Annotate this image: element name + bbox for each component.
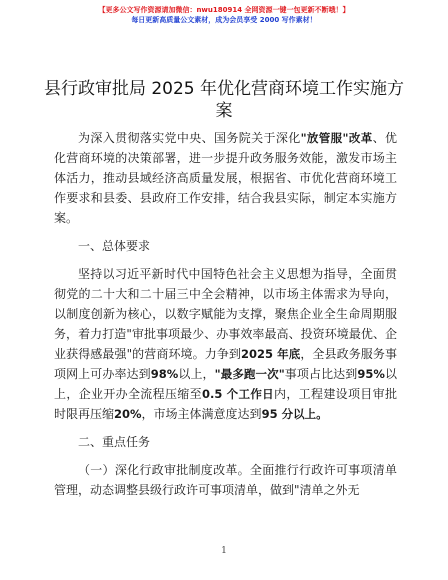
gr-days: 0.5 个工作日 (201, 387, 274, 401)
page-number: 1 (221, 546, 227, 556)
gr-text-3: 以上， (178, 367, 215, 381)
general-requirements-paragraph (54, 264, 397, 424)
section-heading-key-tasks: 二、重点任务 (78, 435, 151, 449)
document-title: 县行政审批局 2025 年优化营商环境工作实施方案 (43, 79, 405, 121)
document-body (54, 128, 397, 500)
gr-year: 2025 年底 (241, 347, 301, 361)
gr-pct-98: 98% (150, 367, 179, 381)
key-tasks-paragraph: （一）深化行政审批制度改革。全面推行行政许可事项清单管理，动态调整县级行政许可事项清单，做到"清单之外无 (54, 463, 397, 497)
intro-text-c: 、优化营商环境的决策部署，进一步提升政务服务效能，激发市场主体活力，推动县域经济高质量发展，根据省、市优化营商环境工作要求和县委、县政府工作安排，结合我县实际，制定本实施方案。 (54, 131, 397, 225)
promo-banner (0, 5, 448, 25)
section-heading-general-requirements: 一、总体要求 (78, 239, 151, 253)
gr-pct-20: 20% (114, 407, 142, 421)
gr-text-4: 事项占比达到 (284, 367, 358, 381)
promo-banner-line-2: 每日更新高质量公文素材，成为会员享受 2000 写作素材！ (131, 16, 317, 24)
gr-run-once: "最多跑一次" (214, 367, 285, 381)
gr-text-1: 坚持以习近平新时代中国特色社会主义思想为指导，全面贯彻党的二十大和二十届三中全会精神，以市场主体需求为导向，以制度创新为核心，以数字赋能为支撑，聚焦企业全生命周期服务，着力打造"审批事项最少、办事效率最高、投资环境最优、企业获得感最强"的营商环境。力争到 (54, 267, 397, 361)
gr-pct-95: 95% (357, 367, 385, 381)
intro-highlight: "放管服"改革 (300, 131, 373, 145)
gr-text-2: ，全县政务服务事项网上可办率达到 (54, 347, 397, 381)
gr-score: 95 分以上。 (261, 407, 328, 421)
intro-text-a: 为深入贯彻落实党中央、国务院关于深化 (78, 131, 301, 145)
gr-text-5: 以上，企业开办全流程压缩至 (54, 367, 397, 401)
promo-banner-line-1: 【更多公文写作资源请加微信：nwu180914 全网资源一键一包更新不断哦！】 (98, 6, 350, 14)
gr-text-7: ，市场主体满意度达到 (141, 407, 262, 421)
intro-paragraph (54, 128, 397, 228)
gr-text-6: 内，工程建设项目审批时限再压缩 (54, 387, 397, 421)
